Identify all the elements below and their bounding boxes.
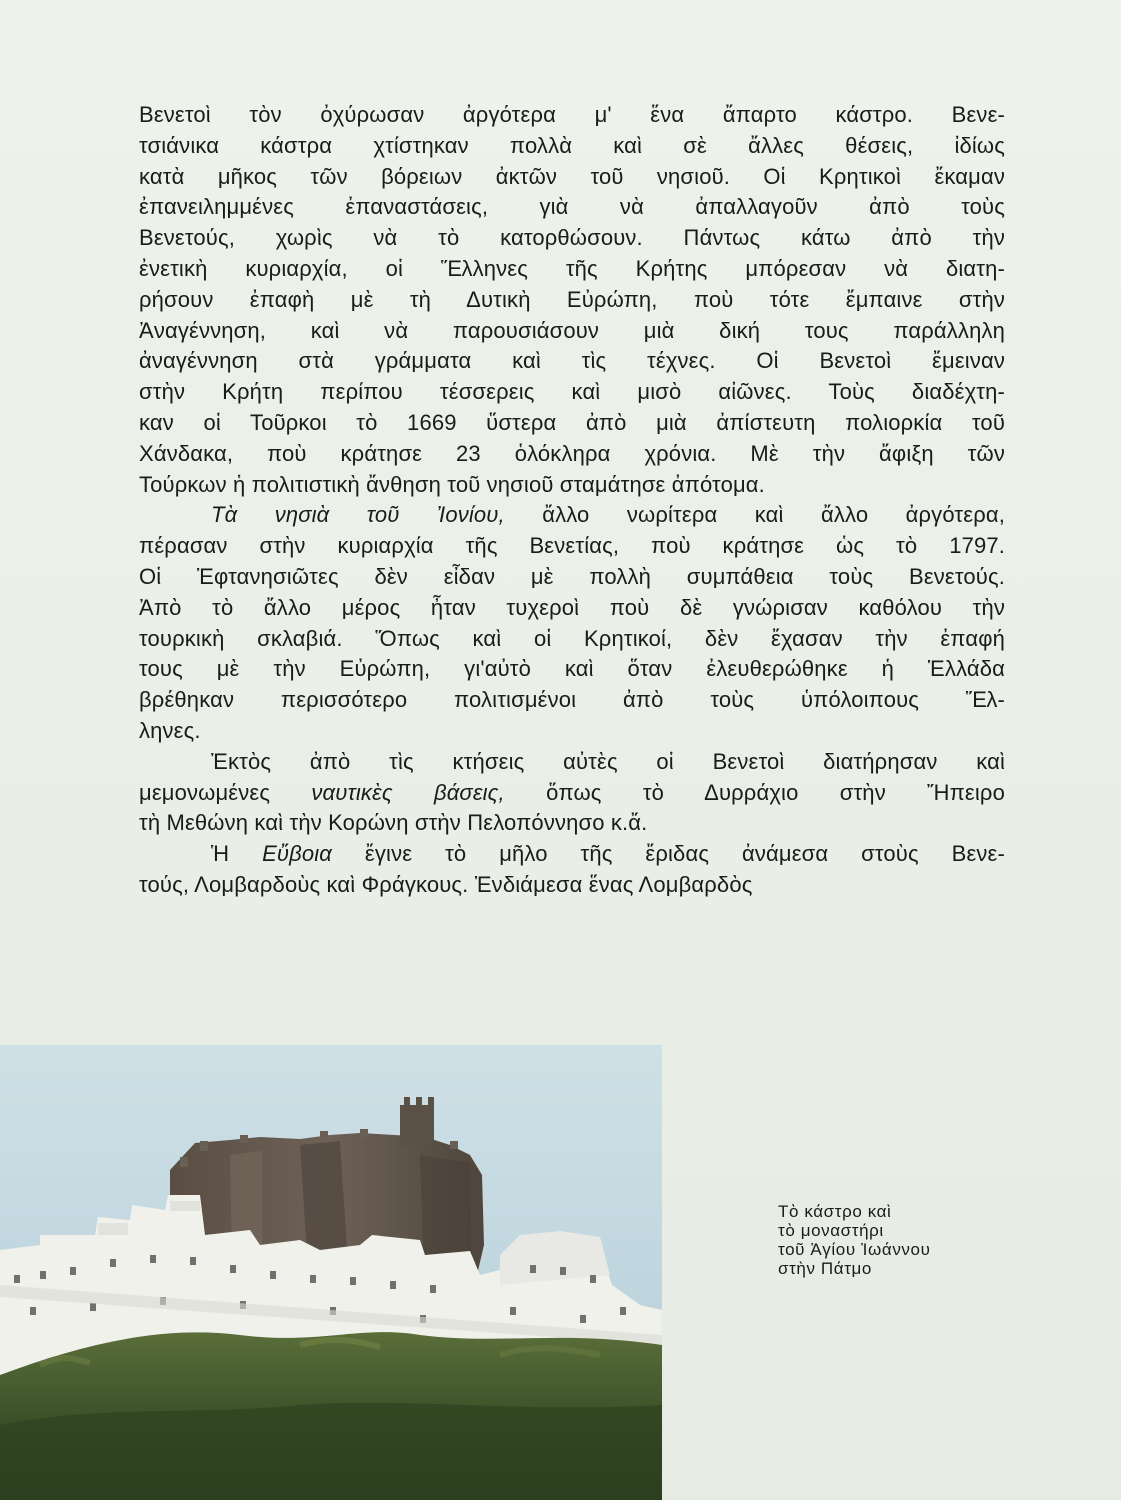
text-run: Χάνδακα, ποὺ κράτησε 23 ὁλόκληρα χρόνια. Μὲ τὴν ἄφιξη τῶν (139, 440, 1005, 466)
text-run: μεμονωμένες (139, 779, 312, 805)
text-run: Οἱ Ἑφτανησιῶτες δὲν εἶδαν μὲ πολλὴ συμπάθεια τοὺς Βενετούς. (139, 563, 1005, 589)
text-line (139, 500, 1005, 531)
text-line (139, 870, 1005, 901)
text-run: ὅπως τὸ Δυρράχιο στὴν Ἤπειρο (504, 779, 1005, 805)
green-hillside (0, 1332, 662, 1500)
text-run: ἀναγέννηση στὰ γράμματα καὶ τὶς τέχνες. Οἱ Βενετοὶ ἔμειναν (139, 348, 1005, 374)
paragraph (139, 839, 1005, 901)
text-line (139, 624, 1005, 655)
text-line (139, 100, 1005, 131)
text-run: τουρκικὴ σκλαβιά. Ὅπως καὶ οἱ Κρητικοί, δὲν ἔχασαν τὴν ἐπαφή (139, 625, 1005, 651)
text-line (139, 562, 1005, 593)
text-run: κατὰ μῆκος τῶν βόρειων ἀκτῶν τοῦ νησιοῦ. Οἱ Κρητικοὶ ἔκαμαν (139, 163, 1005, 189)
text-run: Ἡ (211, 841, 263, 867)
text-run: τούς, Λομβαρδοὺς καὶ Φράγκους. Ἐνδιάμεσα ἕνας Λομβαρδὸς (139, 871, 753, 897)
text-line (139, 716, 1005, 747)
text-line (139, 593, 1005, 624)
text-line (139, 408, 1005, 439)
text-run: Ἀπὸ τὸ ἄλλο μέρος ἦταν τυχεροὶ ποὺ δὲ γνώρισαν καθόλου τὴν (139, 594, 1005, 620)
text-run: ἄλλο νωρίτερα καὶ ἄλλο ἀργότερα, (504, 502, 1006, 528)
text-run: Ἐκτὸς ἀπὸ τὶς κτήσεις αὐτὲς οἱ Βενετοὶ διατήρησαν καὶ (211, 748, 1005, 774)
text-run: Ἀναγέννηση, καὶ νὰ παρουσιάσουν μιὰ δική τους παράλληλη (139, 317, 1005, 343)
text-run: Βενετοὶ τὸν ὀχύρωσαν ἀργότερα μ' ἕνα ἄπαρτο κάστρο. Βενε- (139, 102, 1005, 127)
text-run: τὴ Μεθώνη καὶ τὴν Κορώνη στὴν Πελοπόννησο κ.ἄ. (139, 810, 648, 836)
italic-term: Τὰ νησιὰ τοῦ Ἰονίου, (211, 502, 505, 528)
text-run: ἐνετικὴ κυριαρχία, οἱ Ἕλληνες τῆς Κρήτης μπόρεσαν νὰ διατη- (139, 255, 1005, 281)
caption-line: τοῦ Ἁγίου Ἰωάννου (778, 1240, 931, 1259)
photo-caption (778, 1202, 1018, 1278)
italic-term: ναυτικὲς βάσεις, (311, 779, 505, 805)
text-run: τσιάνικα κάστρα χτίστηκαν πολλὰ καὶ σὲ ἄλλες θέσεις, ἰδίως (139, 132, 1005, 158)
text-line (139, 808, 1005, 839)
text-run: πέρασαν στὴν κυριαρχία τῆς Βενετίας, ποὺ κράτησε ὡς τὸ 1797. (139, 533, 1005, 559)
paragraph (139, 500, 1005, 746)
body-text (139, 100, 1005, 901)
paragraph (139, 747, 1005, 839)
text-run: βρέθηκαν περισσότερο πολιτισμένοι ἀπὸ τοὺς ὑπόλοιπους Ἕλ- (139, 687, 1005, 713)
text-line (139, 685, 1005, 716)
text-line (139, 747, 1005, 778)
text-run: Τούρκων ἡ πολιτιστικὴ ἄνθηση τοῦ νησιοῦ σταμάτησε ἀπότομα. (139, 471, 765, 497)
text-line (139, 470, 1005, 501)
caption-line: στὴν Πάτμο (778, 1259, 872, 1278)
text-run: ἐπανειλημμένες ἐπαναστάσεις, γιὰ νὰ ἀπαλλαγοῦν ἀπὸ τοὺς (139, 194, 1005, 220)
text-line (139, 316, 1005, 347)
text-run: Βενετούς, χωρὶς νὰ τὸ κατορθώσουν. Πάντως κάτω ἀπὸ τὴν (139, 225, 1005, 251)
text-line (139, 654, 1005, 685)
caption-line: Τὸ κάστρο καὶ (778, 1202, 892, 1221)
text-line (139, 223, 1005, 254)
text-line (139, 377, 1005, 408)
patmos-monastery-photo (0, 1045, 662, 1500)
text-line (139, 192, 1005, 223)
text-line (139, 531, 1005, 562)
caption-line: τὸ μοναστήρι (778, 1221, 884, 1240)
text-run: ληνες. (139, 717, 201, 743)
text-line (139, 254, 1005, 285)
text-run: καν οἱ Τοῦρκοι τὸ 1669 ὕστερα ἀπὸ μιὰ ἀπίστευτη πολιορκία τοῦ (139, 409, 1005, 435)
paragraph (139, 100, 1005, 500)
text-line (139, 162, 1005, 193)
text-line (139, 346, 1005, 377)
text-run: τους μὲ τὴν Εὐρώπη, γι'αὐτὸ καὶ ὅταν ἐλευθερώθηκε ἡ Ἑλλάδα (139, 656, 1005, 682)
text-line (139, 285, 1005, 316)
text-line (139, 439, 1005, 470)
text-run: ἔγινε τὸ μῆλο τῆς ἔριδας ἀνάμεσα στοὺς Βενε- (332, 841, 1005, 867)
italic-term: Εὔβοια (262, 841, 333, 867)
text-line (139, 839, 1005, 870)
text-run: ρήσουν ἐπαφὴ μὲ τὴ Δυτικὴ Εὐρώπη, ποὺ τότε ἔμπαινε στὴν (139, 286, 1005, 312)
text-run: στὴν Κρήτη περίπου τέσσερεις καὶ μισὸ αἰῶνες. Τοὺς διαδέχτη- (139, 379, 1005, 405)
text-line (139, 778, 1005, 809)
text-line (139, 131, 1005, 162)
